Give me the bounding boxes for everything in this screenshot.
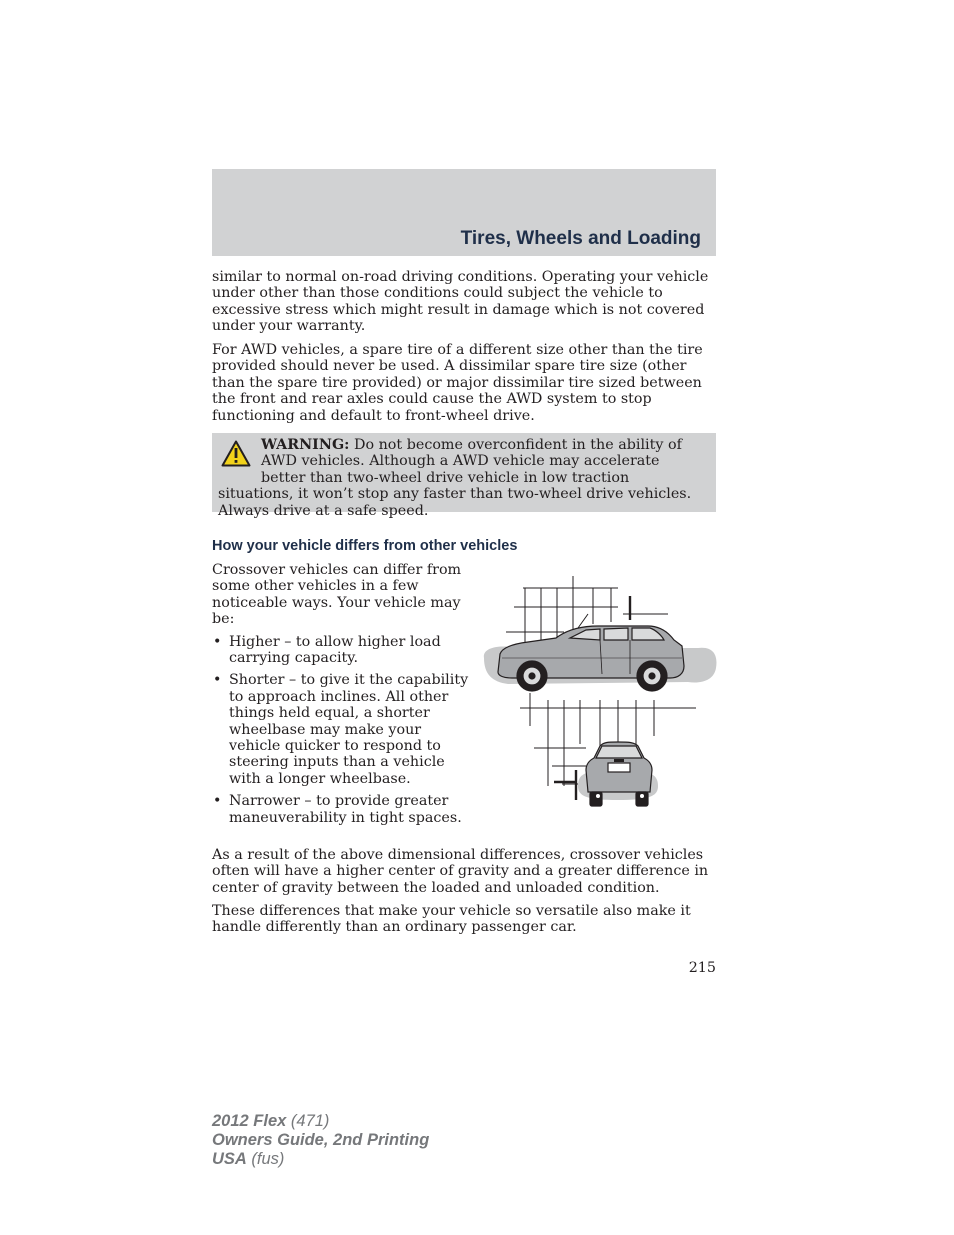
header-band (212, 169, 716, 256)
footer (212, 1112, 429, 1169)
bullet: • (213, 793, 222, 810)
paragraph-handling: These differences that make your vehicle so versatile also make it handle differently than an ordinary passenger car. (212, 903, 691, 936)
footer-model: 2012 Flex (212, 1112, 287, 1130)
page-number: 215 (688, 960, 716, 976)
warning-box (212, 433, 716, 519)
crossover-text-column (212, 562, 474, 832)
bullet: • (213, 672, 222, 689)
footer-market: USA (212, 1150, 247, 1168)
paragraph-center-of-gravity: As a result of the above dimensional differences, crossover vehicles often will have a higher center of gravity and a greater difference in center of gravity between the loaded and unloaded condition. (212, 847, 709, 896)
footer-line-guide (212, 1131, 429, 1150)
bullet: • (213, 633, 222, 650)
section-heading: How your vehicle differs from other vehicles (212, 538, 518, 554)
vehicle-dimension-illustration (478, 574, 718, 814)
footer-model-code: (471) (286, 1112, 330, 1130)
warning-text (218, 437, 708, 519)
footer-line-market (212, 1150, 429, 1169)
list-item-text: Narrower – to provide greater maneuverability in tight spaces. (229, 793, 462, 826)
warning-body: Do not become overconfident in the ability of AWD vehicles. Although a AWD vehicle may accelerate better than two-wheel drive vehicle in low traction situations, it won’t stop any faster than two-wheel drive vehicles. Always drive at a safe speed. (218, 437, 692, 519)
footer-guide: Owners Guide, 2nd Printing (212, 1131, 430, 1149)
crossover-bullet-list (212, 634, 474, 826)
warning-lead: WARNING: (261, 437, 350, 453)
list-item-text: Higher – to allow higher load carrying capacity. (229, 633, 441, 667)
list-item (212, 634, 474, 667)
paragraph-driving-conditions: similar to normal on-road driving conditions. Operating your vehicle under other than those conditions could subject the vehicle to excessive stress which might result in damage which is not covered under your warranty. (212, 269, 709, 335)
section-title: Tires, Wheels and Loading (460, 228, 701, 249)
list-item (212, 793, 474, 826)
paragraph-awd-spare-tire: For AWD vehicles, a spare tire of a different size other than the tire provided should never be used. A dissimilar spare tire size (other than the spare tire provided) or major dissimilar tire sized between the front and rear axles could cause the AWD system to stop functioning and default to front-wheel drive. (212, 342, 703, 424)
crossover-intro: Crossover vehicles can differ from some other vehicles in a few noticeable ways. Your vehicle may be: (212, 562, 462, 628)
list-item (212, 672, 474, 787)
footer-line-model (212, 1112, 429, 1131)
footer-market-code: (fus) (246, 1150, 285, 1168)
list-item-text: Shorter – to give it the capability to approach inclines. All other things held equal, a shorter wheelbase may make your vehicle quicker to respond to steering inputs than a vehicle with a longer wheelbase. (229, 672, 469, 787)
